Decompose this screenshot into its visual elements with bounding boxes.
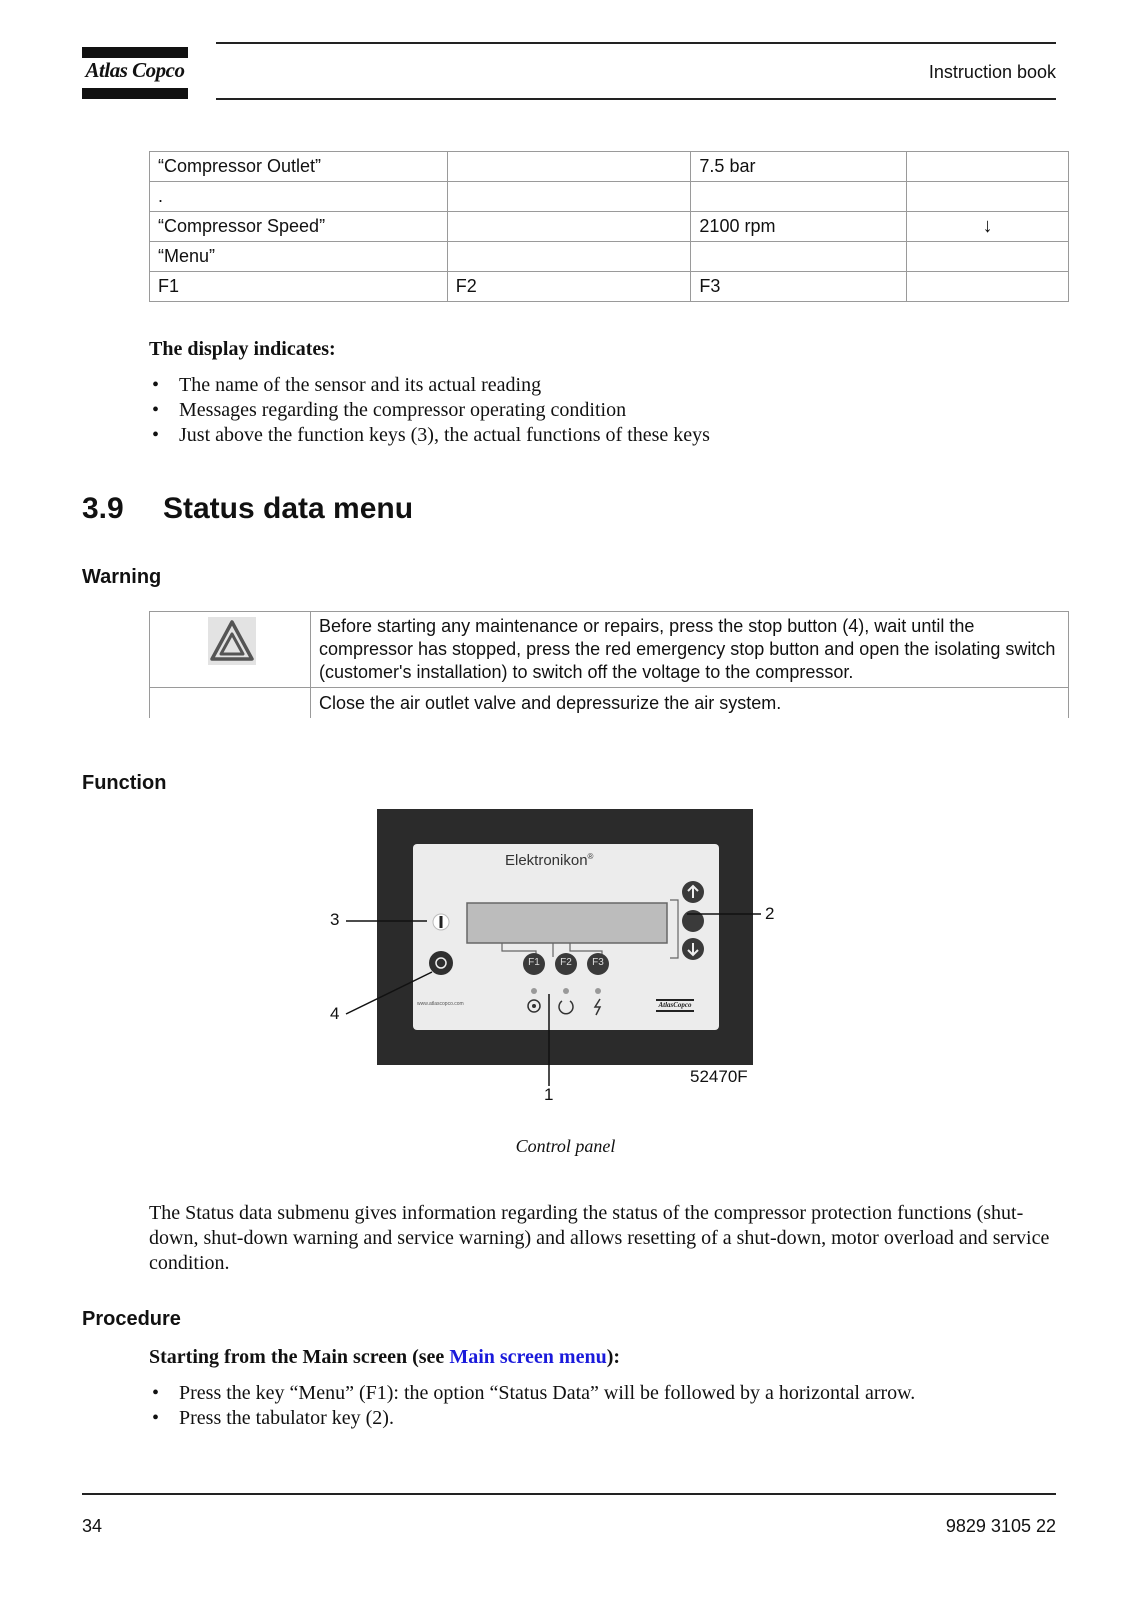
table-row <box>150 152 1069 182</box>
panel-small-logo: AtlasCopco <box>658 1001 692 1009</box>
list-item: • Messages regarding the compressor operating condition <box>149 398 710 423</box>
procedure-heading: Procedure <box>82 1308 181 1330</box>
header-top-rule <box>216 42 1056 44</box>
table-row <box>150 182 1069 212</box>
warning-table <box>149 611 1069 718</box>
table-cell <box>907 242 1069 272</box>
control-panel-figure <box>320 808 800 1113</box>
table-cell <box>907 272 1069 302</box>
display-table <box>149 151 1069 302</box>
list-item: • Press the tabulator key (2). <box>149 1406 915 1431</box>
function-paragraph: The Status data submenu gives information regarding the status of the compressor protection functions (shut-down, shut-down warning and service warning) and allows resetting of a shut-down, motor overload and service condition. <box>149 1202 1050 1274</box>
table-cell: . <box>150 182 448 212</box>
table-cell: “Menu” <box>150 242 448 272</box>
table-cell <box>691 182 907 212</box>
section-number: 3.9 <box>82 492 124 525</box>
callout-2: 2 <box>765 904 775 923</box>
table-row <box>150 212 1069 242</box>
warning-heading: Warning <box>82 566 162 588</box>
display-indicates-list <box>149 373 710 448</box>
section-heading <box>82 492 413 526</box>
f3-key: F3 <box>592 957 604 968</box>
function-heading: Function <box>82 772 167 794</box>
warning-triangle-icon <box>208 617 256 665</box>
table-cell <box>447 182 691 212</box>
table-row <box>149 688 1069 718</box>
table-cell: 7.5 bar <box>691 152 907 182</box>
section-title: Status data menu <box>163 492 414 525</box>
list-item: • Just above the function keys (3), the actual functions of these keys <box>149 423 710 448</box>
table-cell: F1 <box>150 272 448 302</box>
table-cell: F3 <box>691 272 907 302</box>
table-cell <box>907 152 1069 182</box>
panel-website: www.atlascopco.com <box>417 1001 464 1007</box>
page-number: 34 <box>82 1516 103 1536</box>
list-item: • The name of the sensor and its actual reading <box>149 373 710 398</box>
table-cell: F2 <box>447 272 691 302</box>
footer-rule <box>82 1493 1056 1495</box>
procedure-intro: Starting from the Main screen (see Main screen menu): <box>149 1346 621 1368</box>
logo-bottom-bar <box>82 88 188 99</box>
callout-1: 1 <box>544 1085 554 1104</box>
warning-text: Before starting any maintenance or repairs, press the stop button (4), wait until the compressor has stopped, press the red emergency stop button and open the isolating switch (customer's installation) to switch off the voltage to the compressor. <box>319 616 1056 682</box>
warning-text: Close the air outlet valve and depressurize the air system. <box>319 693 782 713</box>
header-bottom-rule <box>216 98 1056 100</box>
table-cell: “Compressor Speed” <box>150 212 448 242</box>
list-item: • Press the key “Menu” (F1): the option “Status Data” will be followed by a horizontal arrow. <box>149 1381 915 1406</box>
table-cell: 2100 rpm <box>691 212 907 242</box>
display-indicates-heading: The display indicates: <box>149 338 336 360</box>
table-cell <box>691 242 907 272</box>
document-type: Instruction book <box>928 62 1056 82</box>
f1-key: F1 <box>528 957 540 968</box>
table-row <box>150 272 1069 302</box>
f2-key: F2 <box>560 957 572 968</box>
table-cell: “Compressor Outlet” <box>150 152 448 182</box>
table-cell <box>907 182 1069 212</box>
logo-top-bar <box>82 47 188 58</box>
callout-4: 4 <box>330 1004 340 1023</box>
table-row <box>149 612 1069 688</box>
procedure-steps <box>149 1381 915 1431</box>
table-cell <box>447 212 691 242</box>
table-cell <box>447 152 691 182</box>
callout-3: 3 <box>330 910 340 929</box>
figure-code: 52470F <box>690 1067 748 1086</box>
logo-text: Atlas Copco <box>85 58 185 82</box>
document-number: 9829 3105 22 <box>945 1516 1056 1536</box>
down-arrow-icon: ↓ <box>907 212 1069 242</box>
figure-caption: Control panel <box>515 1136 616 1156</box>
main-screen-menu-link[interactable]: Main screen menu <box>449 1346 607 1368</box>
table-cell <box>447 242 691 272</box>
table-row <box>150 242 1069 272</box>
panel-brand: Elektronikon® <box>505 852 594 869</box>
